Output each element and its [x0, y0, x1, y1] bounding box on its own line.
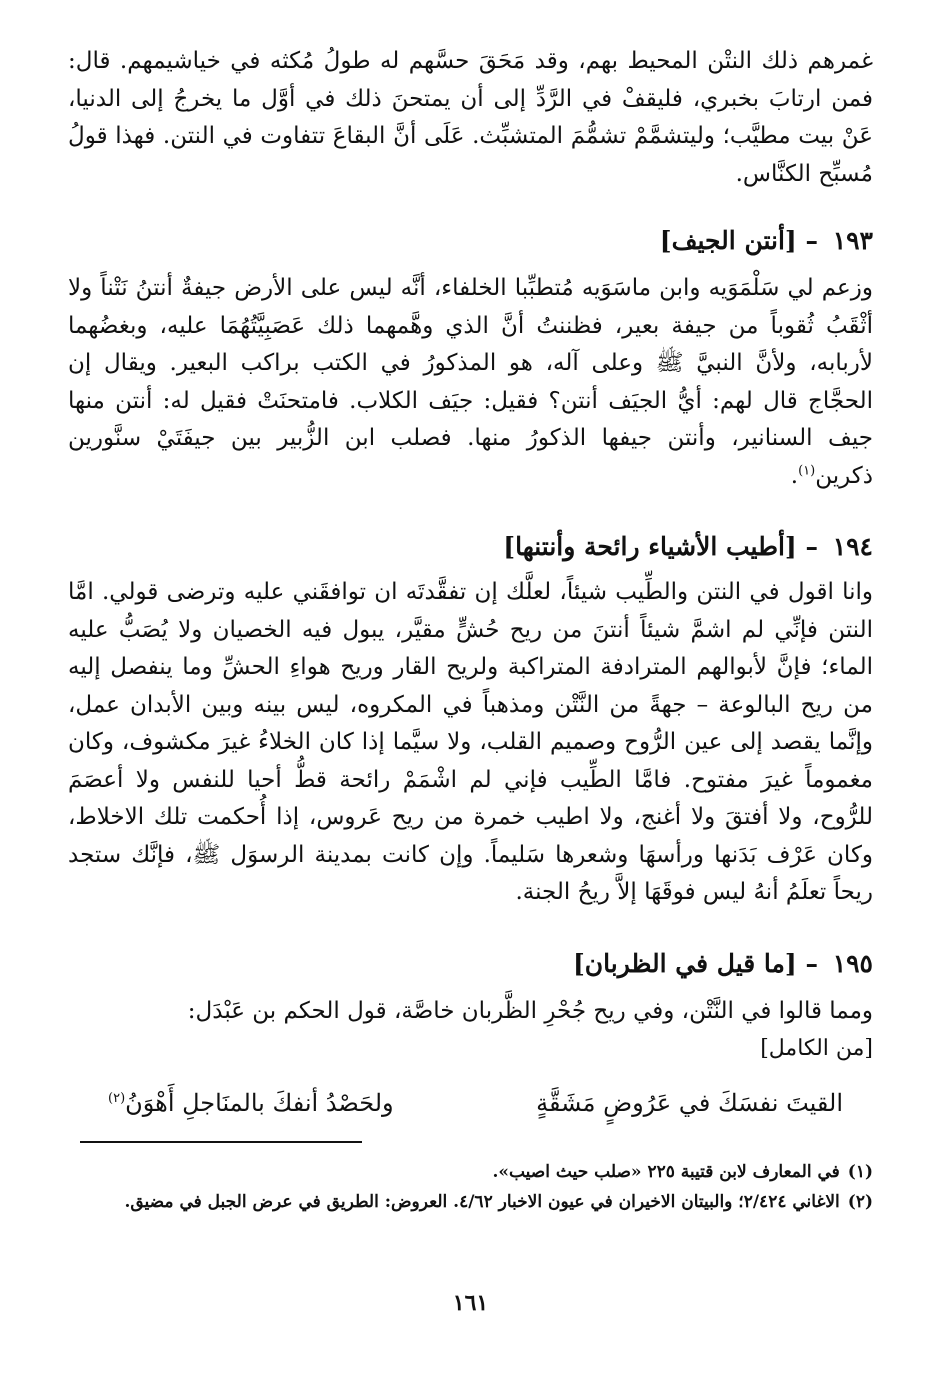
footnote-text: في المعارف لابن قتيبة ٢٢٥ «صلب حيث اصيب».: [492, 1162, 840, 1182]
section-title: [أطيب الأشياء رائحة وأنتنها]: [503, 532, 797, 561]
paragraph-193-text: وزعم لي سَلْمَوَيه وابن ماسَوَيه مُتطبِّبا الخلفاء، أنَّه ليس على الأرض جيفةٌ أنتنُ نَتْناً ولا أثْقَبُ ثُقوباً من جيفة بعير، فظننتُ أنَّ الذي وهَّمهما ذلك عَصَبِيَّتُهُمَا عليه، وبغضُهما لأربابه، ولأنَّ النبيَّ ﷺ وعلى آله، هو المذكورُ في الكتب براكب البعير. ويقال إن الحجَّاج قال لهم: أيُّ الجيَف أنتن؟ فقيل: جيَف الكلاب. فامتحنَتْ فقيل له: أنتن منها جيف السنانير، وأنتن جيفها الذكورُ منها. فصلب ابن الزُّبير بين جيفَتَيْ سنَّورين ذكرين: [68, 275, 873, 489]
section-title: [أنتن الجيف]: [659, 226, 797, 255]
section-number: ١٩٤: [832, 532, 873, 561]
section-heading-193: [68, 221, 873, 261]
paragraph-195-text: ومما قالوا في النَّتْن، وفي ريح جُحْرِ الظَّربان خاصَّة، قول الحكم بن عَبْدَل:: [187, 998, 873, 1024]
footnote-mark: (٢): [847, 1192, 873, 1212]
footnote-text: الاغاني ٢/٤٢٤؛ والبيتان الاخيران في عيون الاخبار ٤/٦٢. العروض: الطريق في عرض الجبل في مضيق.: [124, 1192, 840, 1212]
paragraph-194-text: وانا اقول في النتن والطِّيب شيئاً، لعلَّك إن تفقَّدتَه ان توافقَني عليه وترضى قولي. امَّا النتن فإنِّي لم اشمَّ شيئاً أنتنَ من ريح حُشٍّ مقيَّر، يبول فيه الخصيان ولا يُصَبُّ عليه الماء؛ فإنَّ لأبوالهم المترادفة المتراكبة ولريح القار وريح هواءِ الحشِّ وما ينفصل إليه من ريح البالوعة – جهةً من النَّتْن ومذهباً في المكروه، ليس بينه وبين الأبدان عمل، وإنَّما يقصد إلى عين الرُّوح وصميم القلب، ولا سيَّما إذا كان الخلاءُ غيرَ مكشوف، وكان مغموماً غيرَ مفتوح. فامَّا الطِّيب فإني لم اشْمَمْ رائحة قطُّ أحيا للنفس ولا أعصَمَ للرُّوح، ولا أفتقَ ولا أغنج، ولا اطيب خمرة من ريح عَروس، إذا أُحكمت تلك الاخلاط، وكان عَرْف بَدَنها ورأسهَا وشعرها سَليماً. وإن كانت بمدينة الرسوَل ﷺ، فإنَّك ستجد ريحاً تعلَمُ أنهُ ليس فوقَهَا إلاَّ ريحُ الجنة.: [68, 579, 874, 905]
footnote-ref-1: (١): [798, 462, 816, 478]
footnote-1: [68, 1157, 873, 1187]
section-title: [ما قيل في الظربان]: [572, 949, 797, 978]
paragraph-194: [68, 574, 873, 912]
heading-dash: –: [805, 532, 818, 561]
poem-verse: [68, 1083, 873, 1123]
footnote-2: [68, 1187, 873, 1217]
paragraph-193-end: .: [790, 462, 799, 489]
verse-second-hemistich-text: ولحَصْدُ أنفكَ بالمنَاجلِ أَهْوَنُ: [125, 1089, 394, 1117]
section-number: ١٩٣: [832, 226, 873, 255]
footnote-mark: (١): [847, 1162, 873, 1182]
footnote-ref-2: (٢): [108, 1091, 126, 1106]
meter-text: [من الكامل]: [760, 1036, 873, 1061]
section-heading-195: [68, 944, 873, 984]
page-number: ١٦١: [452, 1290, 489, 1316]
heading-dash: –: [805, 226, 818, 255]
heading-dash: –: [805, 949, 818, 978]
paragraph-195: [68, 993, 873, 1031]
poetic-meter-label: [68, 1032, 873, 1066]
section-heading-194: [68, 527, 873, 567]
paragraph-intro-text: غمرهم ذلك النتْن المحيط بهم، وقد مَحَقَ حسَّهم له طولُ مُكثه في خياشيمهم. قال: فمن ارتابَ بخبري، فليقفْ في الرَّدِّ إلى أن يمتحنَ ذلك في أوَّل ما يخرجُ إلى الدنيا، عَنْ بيت مطيَّب؛ وليتشمَّمْ تشمُّمَ المتشبِّث. عَلَى أنَّ البقاعَ تتفاوت في النتن. فهذا قولُ مُسبِّح الكنَّاس.: [68, 48, 873, 187]
section-number: ١٩٥: [832, 949, 873, 978]
paragraph-193: [68, 270, 873, 495]
paragraph-intro: [68, 43, 873, 193]
verse-first-hemistich: القيتَ نفسَكَ في عَرُوضٍ مَشَقَّةٍ: [536, 1089, 843, 1117]
verse-second-hemistich: [108, 1083, 394, 1123]
footnote-separator: [80, 1141, 362, 1143]
